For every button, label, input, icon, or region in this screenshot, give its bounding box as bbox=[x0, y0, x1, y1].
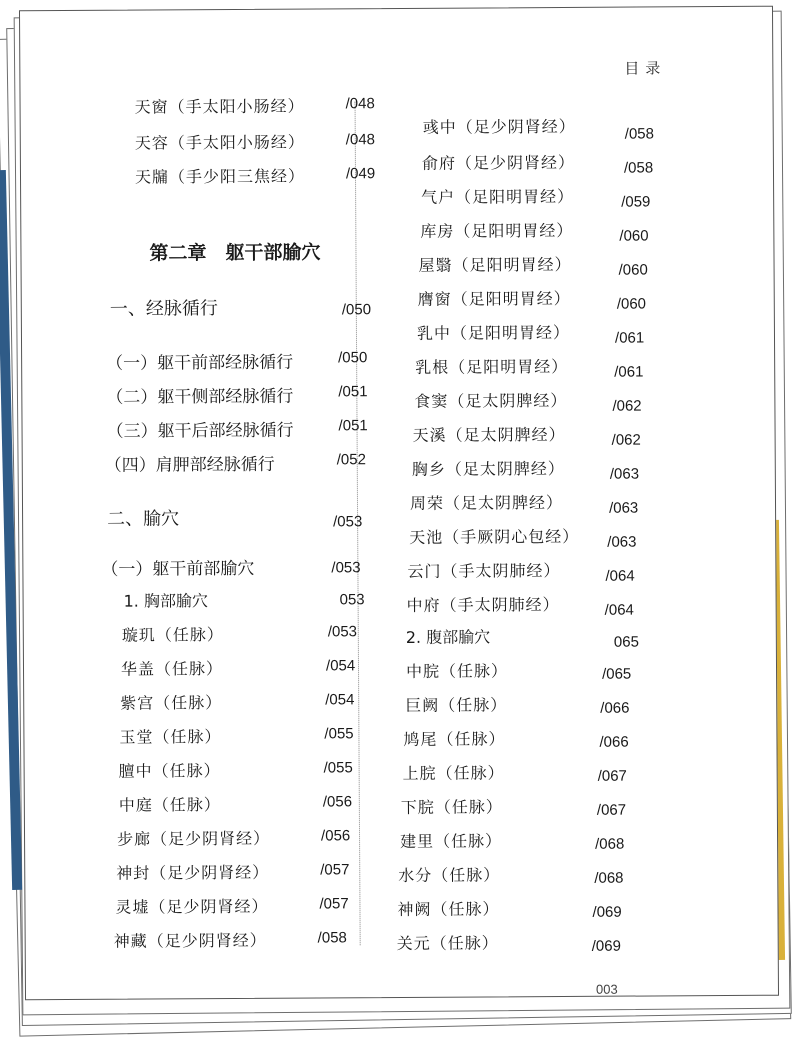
page-header: 目录 bbox=[624, 59, 667, 78]
toc-entry bbox=[21, 129, 376, 153]
toc-entry bbox=[26, 927, 376, 951]
subsection-entry bbox=[22, 415, 372, 442]
toc-entry-title: 乳中（足阳明胃经） bbox=[416, 322, 571, 343]
toc-entry-title: 俞府（足少阴肾经） bbox=[421, 152, 575, 173]
subsection-page: /052 bbox=[336, 451, 366, 469]
toc-entry-title: 中庭（任脉） bbox=[118, 795, 221, 815]
toc-entry-title: 关元（任脉） bbox=[396, 933, 499, 954]
toc-page bbox=[19, 6, 779, 1001]
subsection-page: /051 bbox=[338, 383, 368, 401]
toc-entry bbox=[21, 183, 721, 211]
section-title: 二、腧穴 bbox=[107, 508, 180, 530]
subsection-title: （四）肩胛部经脉循行 bbox=[104, 454, 275, 476]
section-page: /053 bbox=[333, 513, 363, 531]
toc-entry bbox=[25, 757, 375, 781]
section-title: 一、经脉循行 bbox=[109, 298, 218, 320]
toc-entry-title: 天容（手太阳小肠经） bbox=[134, 132, 305, 153]
toc-entry-page: /057 bbox=[320, 861, 350, 879]
toc-entry-title: 神封（足少阴肾经） bbox=[116, 862, 270, 883]
toc-entry-page: /053 bbox=[327, 623, 358, 641]
toc-entry-title: 灵墟（足少阴肾经） bbox=[115, 896, 269, 917]
toc-entry-title: 屋翳（足阳明胃经） bbox=[418, 254, 572, 275]
toc-entry-title: 玉堂（任脉） bbox=[119, 727, 222, 747]
category-entry bbox=[24, 587, 374, 611]
toc-entry-page: /066 bbox=[600, 699, 630, 717]
toc-entry-title: 下脘（任脉） bbox=[400, 797, 503, 817]
toc-entry-page: /060 bbox=[619, 227, 649, 245]
category-title: 1. 胸部腧穴 bbox=[123, 591, 209, 611]
toc-entry-title: 水分（任脉） bbox=[398, 865, 501, 886]
toc-entry-page: /059 bbox=[621, 193, 651, 211]
toc-entry-page: /060 bbox=[618, 261, 648, 279]
toc-entry-page: /063 bbox=[607, 533, 637, 551]
toc-entry-title: 周荣（足太阴脾经） bbox=[409, 492, 564, 513]
toc-entry-page: /068 bbox=[594, 869, 624, 887]
subsection-title: （一）躯干前部经脉循行 bbox=[106, 352, 294, 374]
toc-entry bbox=[21, 217, 721, 245]
toc-entry-title: 中脘（任脉） bbox=[405, 661, 509, 681]
section-page: /050 bbox=[341, 301, 372, 319]
subsection-page: /053 bbox=[331, 559, 361, 577]
toc-entry-page: /048 bbox=[345, 95, 375, 113]
toc-entry-page: /061 bbox=[614, 363, 644, 381]
subsection-entry bbox=[23, 553, 373, 580]
toc-entry-page: /058 bbox=[623, 159, 654, 177]
toc-entry-page: /067 bbox=[596, 801, 627, 819]
toc-entry-page: /058 bbox=[624, 125, 655, 143]
toc-entry bbox=[24, 621, 374, 645]
toc-entry-page: /055 bbox=[324, 725, 354, 743]
toc-entry-page: /067 bbox=[597, 767, 627, 785]
toc-entry-title: 巨阙（任脉） bbox=[405, 695, 508, 715]
toc-entry bbox=[24, 655, 374, 679]
chapter-title: 第二章 躯干部腧穴 bbox=[149, 241, 321, 265]
subsection-title: （一）躯干前部腧穴 bbox=[101, 558, 255, 580]
subsection-entry bbox=[23, 449, 373, 476]
toc-entry-title: 云门（手太阴肺经） bbox=[407, 561, 561, 581]
toc-entry-title: 彧中（足少阴肾经） bbox=[422, 116, 576, 137]
subsection-title: （三）躯干后部经脉循行 bbox=[106, 420, 294, 442]
toc-entry-title: 中府（手太阴肺经） bbox=[406, 595, 560, 615]
toc-entry-page: /066 bbox=[599, 733, 629, 751]
toc-entry bbox=[25, 893, 375, 917]
toc-entry-title: 紫宫（任脉） bbox=[120, 693, 223, 713]
toc-entry-page: /058 bbox=[317, 929, 347, 947]
toc-entry-page: /069 bbox=[591, 937, 621, 955]
toc-entry-page: /056 bbox=[322, 793, 353, 811]
toc-entry bbox=[25, 859, 375, 883]
section-heading bbox=[23, 503, 373, 531]
toc-entry-title: 膻中（任脉） bbox=[118, 761, 221, 781]
category-title: 2. 腹部腧穴 bbox=[405, 627, 491, 647]
toc-entry-page: /056 bbox=[320, 827, 351, 845]
toc-entry-page: /055 bbox=[323, 759, 353, 777]
toc-entry-title: 乳根（足阳明胃经） bbox=[415, 356, 569, 377]
toc-entry-page: /062 bbox=[612, 397, 642, 415]
toc-entry-title: 库房（足阳明胃经） bbox=[420, 220, 574, 241]
toc-entry-page: /068 bbox=[595, 835, 625, 853]
toc-entry-page: /061 bbox=[614, 329, 645, 347]
category-page: 065 bbox=[613, 633, 639, 651]
toc-entry-page: /054 bbox=[325, 691, 355, 709]
toc-entry bbox=[24, 723, 374, 747]
toc-entry-page: /064 bbox=[604, 601, 634, 619]
toc-entry-page: /057 bbox=[319, 895, 349, 913]
toc-entry-page: /069 bbox=[592, 903, 622, 921]
toc-entry-title: 建里（任脉） bbox=[400, 831, 503, 851]
toc-entry-title: 神藏（足少阴肾经） bbox=[113, 930, 267, 951]
toc-entry-title: 华盖（任脉） bbox=[120, 659, 224, 679]
toc-entry-title: 天牖（手少阳三焦经） bbox=[134, 166, 306, 187]
toc-entry-title: 鸠尾（任脉） bbox=[403, 729, 506, 749]
section-heading bbox=[22, 293, 372, 320]
toc-entry-page: /064 bbox=[605, 567, 635, 585]
toc-entry bbox=[23, 489, 723, 517]
toc-entry-title: 上脘（任脉） bbox=[402, 763, 505, 783]
toc-entry bbox=[21, 93, 375, 117]
toc-entry-title: 食窦（足太阴脾经） bbox=[414, 390, 568, 411]
subsection-entry bbox=[22, 381, 372, 408]
toc-entry-page: /048 bbox=[345, 131, 376, 149]
category-page: 053 bbox=[339, 591, 365, 609]
toc-entry-title: 膺窗（足阳明胃经） bbox=[417, 288, 571, 309]
toc-entry-title: 天窗（手太阳小肠经） bbox=[134, 96, 305, 117]
toc-entry bbox=[21, 163, 376, 187]
toc-entry-page: /060 bbox=[616, 295, 647, 313]
subsection-page: /051 bbox=[338, 417, 368, 435]
toc-entry-page: /054 bbox=[325, 657, 356, 675]
toc-entry-page: /063 bbox=[609, 465, 640, 483]
subsection-page: /050 bbox=[338, 349, 368, 367]
toc-entry bbox=[25, 825, 375, 849]
toc-entry-title: 天溪（足太阴脾经） bbox=[412, 424, 566, 445]
toc-entry-title: 天池（手厥阴心包经） bbox=[409, 526, 580, 547]
subsection-entry bbox=[22, 347, 372, 374]
page-number: 003 bbox=[595, 981, 618, 997]
toc-entry-page: /065 bbox=[601, 665, 632, 683]
toc-entry-title: 璇玑（任脉） bbox=[121, 625, 224, 645]
toc-entry-page: /049 bbox=[345, 165, 376, 183]
toc-entry bbox=[25, 791, 375, 815]
toc-entry-title: 气户（足阳明胃经） bbox=[421, 186, 575, 207]
toc-entry bbox=[24, 689, 374, 713]
toc-entry-title: 胸乡（足太阴脾经） bbox=[411, 458, 565, 479]
chapter-heading bbox=[21, 237, 371, 265]
toc-entry-title: 步廊（足少阴肾经） bbox=[116, 828, 271, 849]
toc-entry-title: 神阙（任脉） bbox=[397, 899, 500, 920]
toc-entry-page: /063 bbox=[608, 499, 639, 517]
subsection-title: （二）躯干侧部经脉循行 bbox=[106, 386, 294, 408]
toc-entry-page: /062 bbox=[611, 431, 641, 449]
